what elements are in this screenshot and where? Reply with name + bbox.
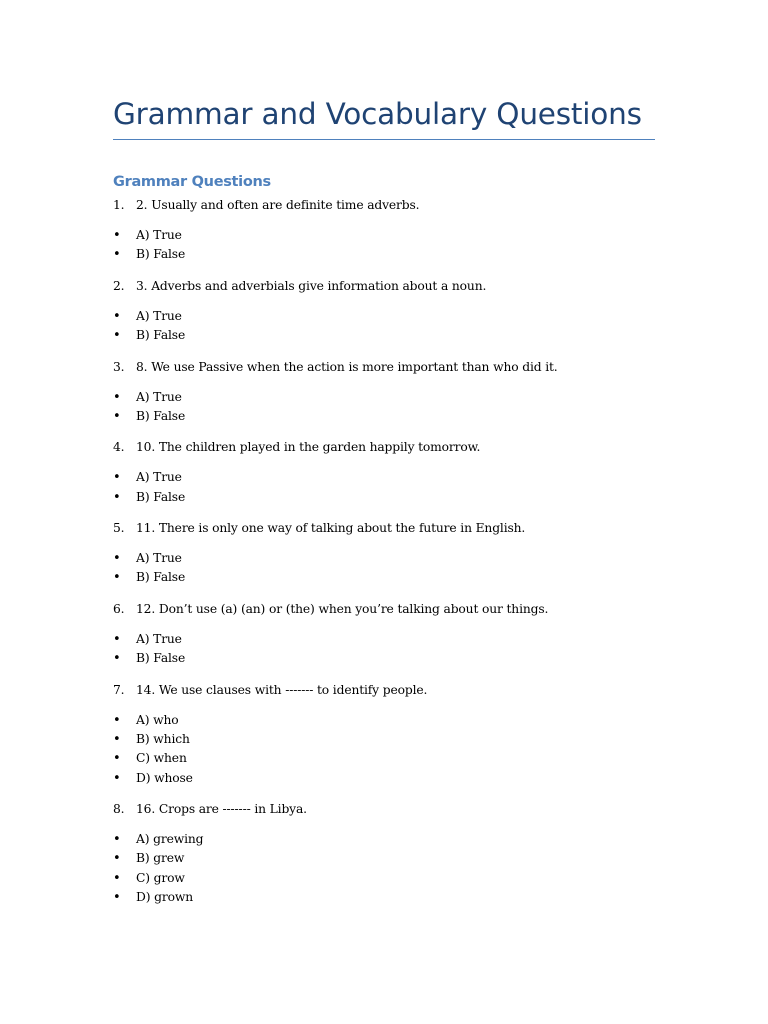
- answer-options: [113, 711, 655, 788]
- option-text: A) True: [136, 308, 182, 323]
- answer-option: [113, 326, 655, 345]
- answer-option: [113, 468, 655, 487]
- question-number: 8.: [113, 802, 125, 817]
- answer-options: [113, 226, 655, 265]
- bullet-icon: •: [113, 247, 121, 263]
- question-item: [113, 356, 655, 427]
- option-text: A) grewing: [136, 832, 204, 847]
- option-text: B) False: [136, 247, 186, 262]
- option-text: A) True: [136, 228, 182, 242]
- question-number: 3.: [113, 359, 125, 374]
- answer-option: [113, 869, 655, 888]
- question-text: 16. Crops are ------- in Libya.: [136, 802, 307, 817]
- bullet-icon: •: [113, 631, 121, 647]
- answer-option: [113, 307, 655, 326]
- answer-option: [113, 245, 655, 264]
- bullet-icon: •: [113, 651, 121, 667]
- question-text: 11. There is only one way of talking about the future in English.: [136, 521, 526, 536]
- question-item: [113, 275, 655, 346]
- option-text: B) False: [136, 570, 186, 585]
- answer-option: [113, 488, 655, 507]
- bullet-icon: •: [113, 470, 121, 486]
- question-text: 2. Usually and often are definite time adverbs.: [136, 198, 420, 212]
- question-stem: [113, 517, 655, 539]
- question-text: 8. We use Passive when the action is more important than who did it.: [136, 359, 558, 374]
- question-item: [113, 517, 655, 588]
- answer-option: [113, 407, 655, 426]
- question-stem: [113, 598, 655, 620]
- bullet-icon: •: [113, 551, 121, 567]
- option-text: A) True: [136, 631, 182, 646]
- question-text: 10. The children played in the garden happily tomorrow.: [136, 440, 481, 455]
- option-text: C) grow: [136, 870, 185, 885]
- option-text: D) grown: [136, 889, 193, 904]
- bullet-icon: •: [113, 851, 121, 867]
- answer-options: [113, 468, 655, 507]
- question-number: 6.: [113, 601, 125, 616]
- option-text: C) when: [136, 751, 187, 766]
- question-number: 1.: [113, 198, 125, 212]
- bullet-icon: •: [113, 308, 121, 324]
- question-stem: [113, 679, 655, 701]
- answer-option: [113, 888, 655, 907]
- document-title: Grammar and Vocabulary Questions: [113, 97, 642, 131]
- answer-option: [113, 711, 655, 730]
- question-number: 7.: [113, 682, 125, 697]
- bullet-icon: •: [113, 408, 121, 424]
- bullet-icon: •: [113, 832, 121, 848]
- bullet-icon: •: [113, 489, 121, 505]
- question-item: [113, 436, 655, 507]
- answer-options: [113, 830, 655, 907]
- option-text: A) True: [136, 389, 182, 404]
- answer-option: [113, 749, 655, 768]
- bullet-icon: •: [113, 328, 121, 344]
- bullet-icon: •: [113, 770, 121, 786]
- answer-option: [113, 649, 655, 668]
- question-text: 14. We use clauses with ------- to identify people.: [136, 682, 428, 697]
- option-text: B) False: [136, 651, 186, 666]
- question-stem: [113, 436, 655, 458]
- option-text: A) who: [136, 712, 179, 727]
- bullet-icon: •: [113, 228, 121, 243]
- option-text: A) True: [136, 470, 182, 485]
- question-list: [113, 194, 655, 917]
- bullet-icon: •: [113, 731, 121, 747]
- question-text: 3. Adverbs and adverbials give information about a noun.: [136, 278, 487, 293]
- answer-options: [113, 549, 655, 588]
- option-text: B) which: [136, 731, 190, 746]
- answer-options: [113, 630, 655, 669]
- question-stem: [113, 275, 655, 297]
- answer-options: [113, 388, 655, 427]
- question-number: 4.: [113, 440, 125, 455]
- answer-option: [113, 549, 655, 568]
- question-text: 12. Don’t use (a) (an) or (the) when you’re talking about our things.: [136, 601, 549, 616]
- answer-option: [113, 769, 655, 788]
- answer-option: [113, 830, 655, 849]
- section-heading: Grammar Questions: [113, 174, 271, 190]
- answer-option: [113, 388, 655, 407]
- answer-option: [113, 849, 655, 868]
- option-text: B) grew: [136, 851, 185, 866]
- option-text: D) whose: [136, 770, 193, 785]
- question-item: [113, 598, 655, 669]
- bullet-icon: •: [113, 889, 121, 905]
- bullet-icon: •: [113, 712, 121, 728]
- question-item: [113, 679, 655, 788]
- bullet-icon: •: [113, 570, 121, 586]
- question-number: 2.: [113, 278, 125, 293]
- bullet-icon: •: [113, 751, 121, 767]
- option-text: B) False: [136, 489, 186, 504]
- option-text: B) False: [136, 328, 186, 343]
- option-text: B) False: [136, 408, 186, 423]
- question-number: 5.: [113, 521, 125, 536]
- answer-option: [113, 730, 655, 749]
- question-item: [113, 798, 655, 907]
- question-stem: [113, 798, 655, 820]
- question-item: [113, 194, 655, 265]
- answer-option: [113, 630, 655, 649]
- bullet-icon: •: [113, 870, 121, 886]
- answer-option: [113, 568, 655, 587]
- question-stem: [113, 194, 655, 216]
- bullet-icon: •: [113, 389, 121, 405]
- option-text: A) True: [136, 551, 182, 566]
- title-underline-rule: [113, 139, 655, 140]
- answer-options: [113, 307, 655, 346]
- answer-option: [113, 226, 655, 245]
- question-stem: [113, 356, 655, 378]
